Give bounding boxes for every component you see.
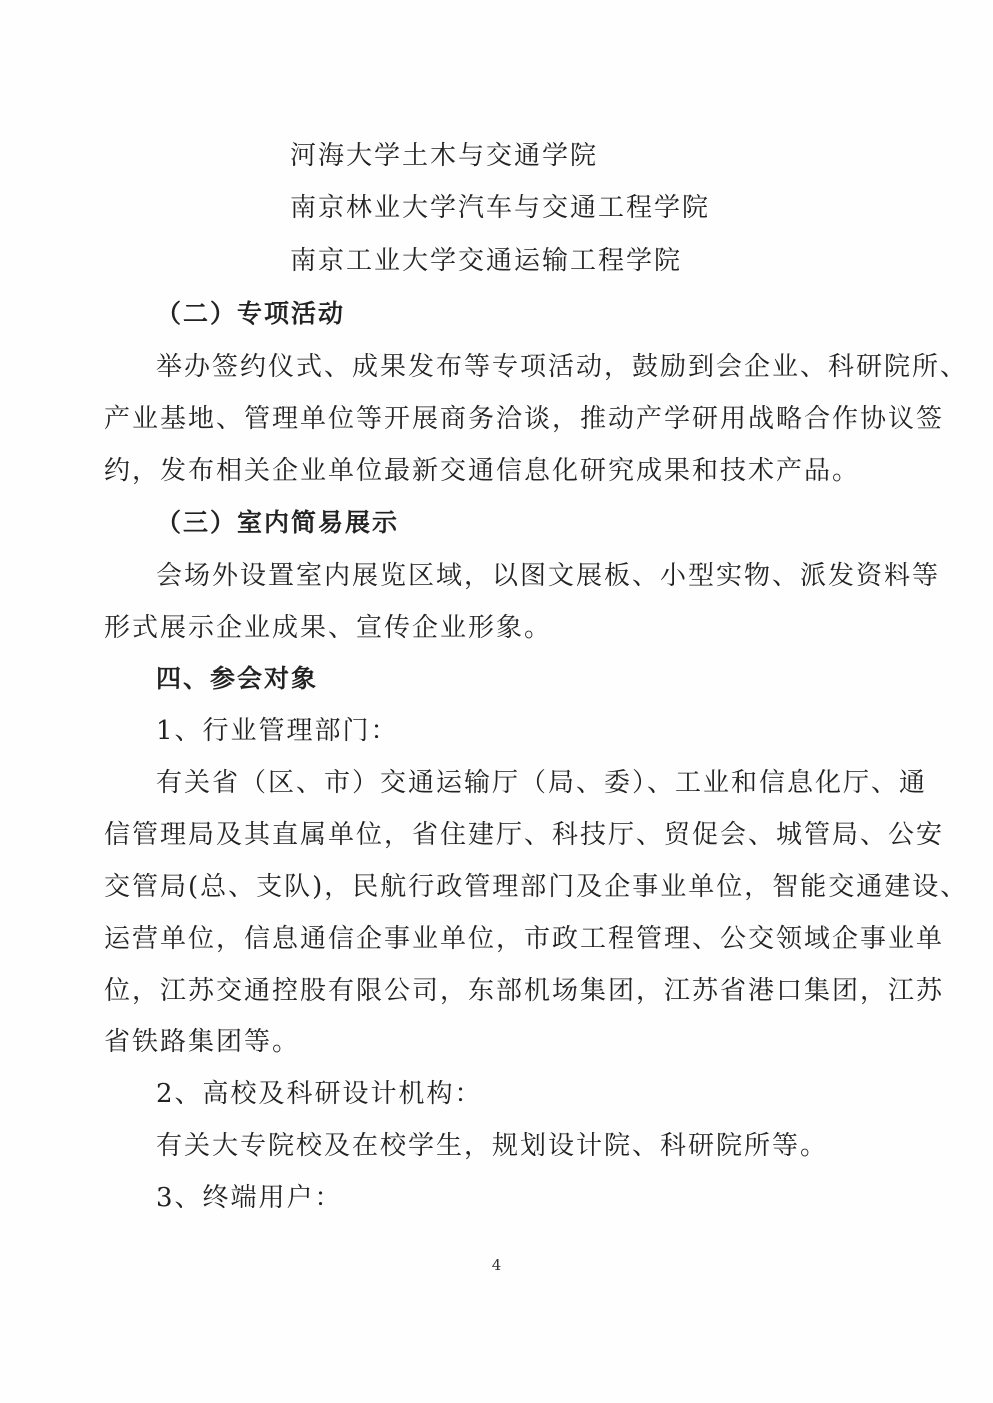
- item-1-line-2: 信管理局及其直属单位，省住建厅、科技厅、贸促会、城管局、公安: [104, 820, 945, 850]
- item-1-line-1: 有关省（区、市）交通运输厅（局、委）、工业和信息化厅、通: [156, 768, 928, 798]
- institution-3: 南京工业大学交通运输工程学院: [290, 246, 683, 276]
- item-1-line-5: 位，江苏交通控股有限公司，东部机场集团，江苏省港口集团，江苏: [104, 976, 945, 1006]
- section-2-line-1: 举办签约仪式、成果发布等专项活动，鼓励到会企业、科研院所、: [156, 352, 969, 382]
- item-1-line-4: 运营单位，信息通信企事业单位，市政工程管理、公交领域企事业单: [104, 924, 945, 954]
- section-3-heading: （三）室内简易展示: [156, 508, 400, 537]
- item-3-title: 3、终端用户：: [156, 1183, 343, 1213]
- section-2-line-2: 产业基地、管理单位等开展商务洽谈，推动产学研用战略合作协议签: [104, 404, 945, 434]
- item-2-title: 2、高校及科研设计机构：: [156, 1079, 483, 1109]
- item-1-line-6: 省铁路集团等。: [104, 1027, 301, 1057]
- institution-1: 河海大学土木与交通学院: [290, 141, 599, 171]
- section-2-heading: （二）专项活动: [156, 299, 346, 328]
- section-2-line-3: 约，发布相关企业单位最新交通信息化研究成果和技术产品。: [104, 456, 861, 486]
- section-3-line-1: 会场外设置室内展览区域，以图文展板、小型实物、派发资料等: [156, 561, 941, 591]
- section-3-line-2: 形式展示企业成果、宣传企业形象。: [104, 613, 553, 643]
- item-2-line-1: 有关大专院校及在校学生，规划设计院、科研院所等。: [156, 1131, 829, 1161]
- item-1-line-3: 交管局(总、支队)，民航行政管理部门及企事业单位，智能交通建设、: [104, 872, 969, 902]
- page-number: 4: [491, 1256, 502, 1274]
- item-1-title: 1、行业管理部门：: [156, 716, 399, 746]
- section-4-heading: 四、参会对象: [156, 664, 319, 693]
- institution-2: 南京林业大学汽车与交通工程学院: [290, 193, 711, 223]
